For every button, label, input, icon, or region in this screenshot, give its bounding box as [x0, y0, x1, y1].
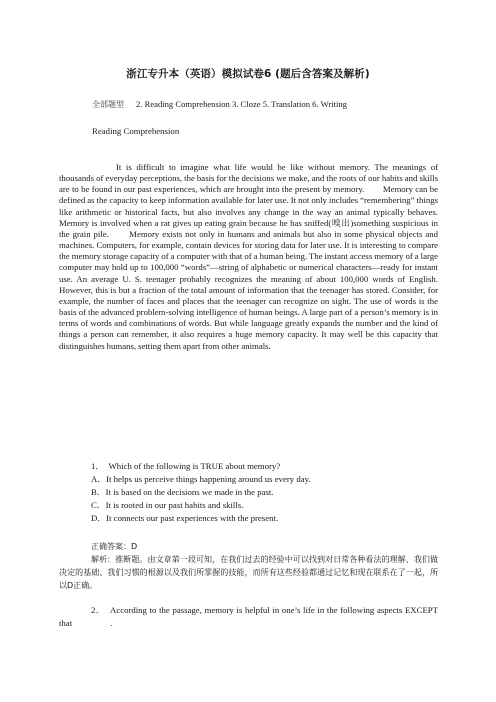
question-2: [59, 604, 438, 630]
question-1: [59, 460, 438, 525]
question-1-option-a: A．It helps us perceive things happening around us every day.: [91, 474, 311, 484]
question-2-stem: 2． According to the passage, memory is helpful in one’s life in the following aspects EXCEPT that: [59, 605, 438, 628]
question-types-line: [92, 99, 347, 110]
reading-passage: It is difficult to imagine what life would be like without memory. The meanings of thousands of everyday perceptions, the basis for the decisions we make, and the roots of our habits and skills are to be found in our past experiences, which are brought into the present by memory. Memory can be defined as the capacity to keep information available for later use. It not only includes “remembering” things like arithmetic or historical facts, but also involves any change in the way an animal typically behaves. Memory is involved when a rat gives up eating grain because he has sniffed(嗅出)something suspicious in the grain pile. Memory exists not only in humans and animals but also in some physical objects and machines. Computers, for example, contain devices for storing data for later use. It is interesting to compare the memory storage capacity of a computer with that of a human being. The instant access memory of a large computer may hold up to 100,000 “words”—string of alphabetic or numerical characters—ready for instant use. An average U. S. teenager probably recognizes the meaning of about 100,000 words of English. However, this is but a fraction of the total amount of information that the teenager has stored. Consider, for example, the number of faces and places that the teenager can recognize on sight. The use of words is the basis of the advanced problem-solving intelligence of human beings. A large part of a person’s memory is in terms of words and combinations of words. But while language greatly expands the number and the kind of things a person can remember, it also requires a huge memory capacity. It may well be this capacity that distinguishes humans, setting them apart from other animals.: [59, 162, 438, 351]
question-1-stem: 1． Which of the following is TRUE about memory?: [91, 461, 281, 471]
correct-answer: 正确答案：D: [91, 542, 138, 551]
question-1-option-c: C．It is rooted in our past habits and skills.: [91, 500, 244, 510]
question-2-end: .: [110, 618, 113, 628]
question-types-value: 2. Reading Comprehension 3. Cloze 5. Translation 6. Writing: [136, 99, 347, 109]
answer-explanation: 解析：推断题。由文章第一段可知，在我们过去的经验中可以找到对日常各种看法的理解、我们做决定的基础、我们习惯的根源以及我们所掌握的技能，而所有这些经验都通过记忆和现在联系在了一起，所以D正确。: [59, 555, 438, 591]
question-1-option-b: B．It is based on the decisions we made in the past.: [91, 487, 274, 497]
question-1-option-d: D．It connects our past experiences with the present.: [91, 513, 279, 523]
section-heading: Reading Comprehension: [92, 126, 180, 136]
document-title: 浙江专升本（英语）模拟试卷6 (题后含答案及解析): [126, 68, 370, 80]
question-types-label: 全部题型: [92, 100, 124, 109]
question-1-answer-block: [59, 540, 438, 592]
